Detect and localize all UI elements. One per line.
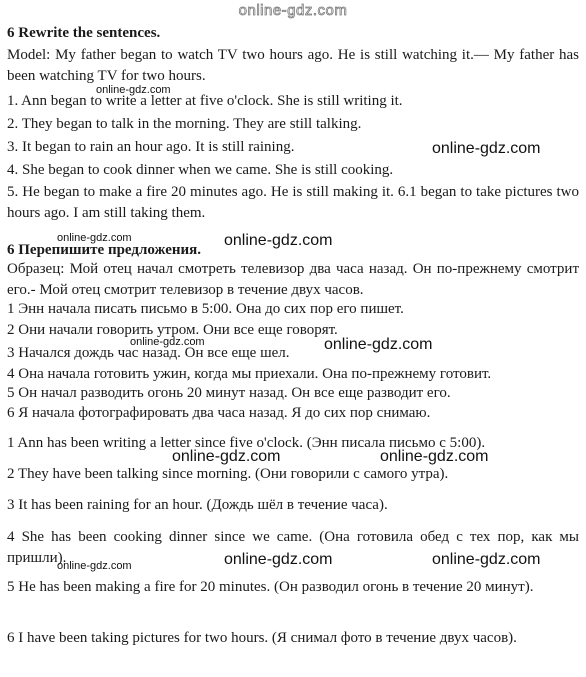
- answer-3: 3 It has been raining for an hour. (Дождь шёл в течение часа).: [7, 497, 388, 513]
- watermark-large: online-gdz.com: [432, 140, 541, 157]
- watermark-large: online-gdz.com: [224, 551, 333, 568]
- item-en-4: 4. She began to cook dinner when we came. She is still cooking.: [7, 162, 394, 178]
- watermark-large: online-gdz.com: [224, 232, 333, 249]
- answer-5: 5 He has been making a fire for 20 minutes. (Он разводил огонь в течение 20 минут).: [7, 579, 534, 595]
- item-ru-4: 4 Она начала готовить ужин, когда мы приехали. Она по-прежнему готовит.: [7, 366, 492, 382]
- watermark-large: online-gdz.com: [380, 448, 489, 465]
- watermark-small: online-gdz.com: [57, 560, 132, 572]
- watermark-small: online-gdz.com: [130, 336, 205, 348]
- item-en-3: 3. It began to rain an hour ago. It is still raining.: [7, 139, 295, 155]
- heading-ru: 6 Перепишите предложения.: [7, 242, 202, 258]
- answer-6: 6 I have been taking pictures for two hours. (Я снимал фото в течение двух часов).: [7, 630, 517, 646]
- item-en-2: 2. They began to talk in the morning. They are still talking.: [7, 116, 362, 132]
- answer-4: 4 She has been cooking dinner since we came. (Она готовила обед с тех пор, как мы пришли).: [7, 529, 579, 566]
- watermark-top: online-gdz.com: [238, 2, 348, 19]
- watermark-large: online-gdz.com: [172, 448, 281, 465]
- watermark-small: online-gdz.com: [96, 84, 171, 96]
- watermark-large: online-gdz.com: [324, 336, 433, 353]
- model-en: Model: My father began to watch TV two hours ago. He is still watching it.— My father has been watching TV for two hours.: [7, 47, 579, 84]
- watermark-small: online-gdz.com: [57, 232, 132, 244]
- item-ru-2: 2 Они начали говорить утром. Они все еще говорят.: [7, 322, 338, 338]
- item-en-1: 1. Ann began to write a letter at five o'clock. She is still writing it.: [7, 93, 403, 109]
- answer-2: 2 They have been talking since morning. (Они говорили с самого утра).: [7, 466, 449, 482]
- watermark-large: online-gdz.com: [432, 551, 541, 568]
- item-ru-6: 6 Я начала фотографировать два часа назад. Я до сих пор снимаю.: [7, 405, 431, 421]
- item-en-5: 5. He began to make a fire 20 minutes ago. He is still making it. 6.1 began to take pictures two hours ago. I am still taking them.: [7, 184, 579, 221]
- item-ru-1: 1 Энн начала писать письмо в 5:00. Она до сих пор его пишет.: [7, 301, 404, 317]
- answer-1: 1 Ann has been writing a letter since five o'clock. (Энн писала письмо с 5:00).: [7, 435, 486, 451]
- model-ru: Образец: Мой отец начал смотреть телевизор два часа назад. Он по-прежнему смотрит его.- Мой отец смотрит телевизор в течение двух часов.: [7, 261, 579, 298]
- item-ru-5: 5 Он начал разводить огонь 20 минут назад. Он все еще разводит его.: [7, 385, 451, 401]
- heading-en: 6 Rewrite the sentences.: [7, 25, 161, 41]
- item-ru-3: 3 Начался дождь час назад. Он все еще шел.: [7, 345, 290, 361]
